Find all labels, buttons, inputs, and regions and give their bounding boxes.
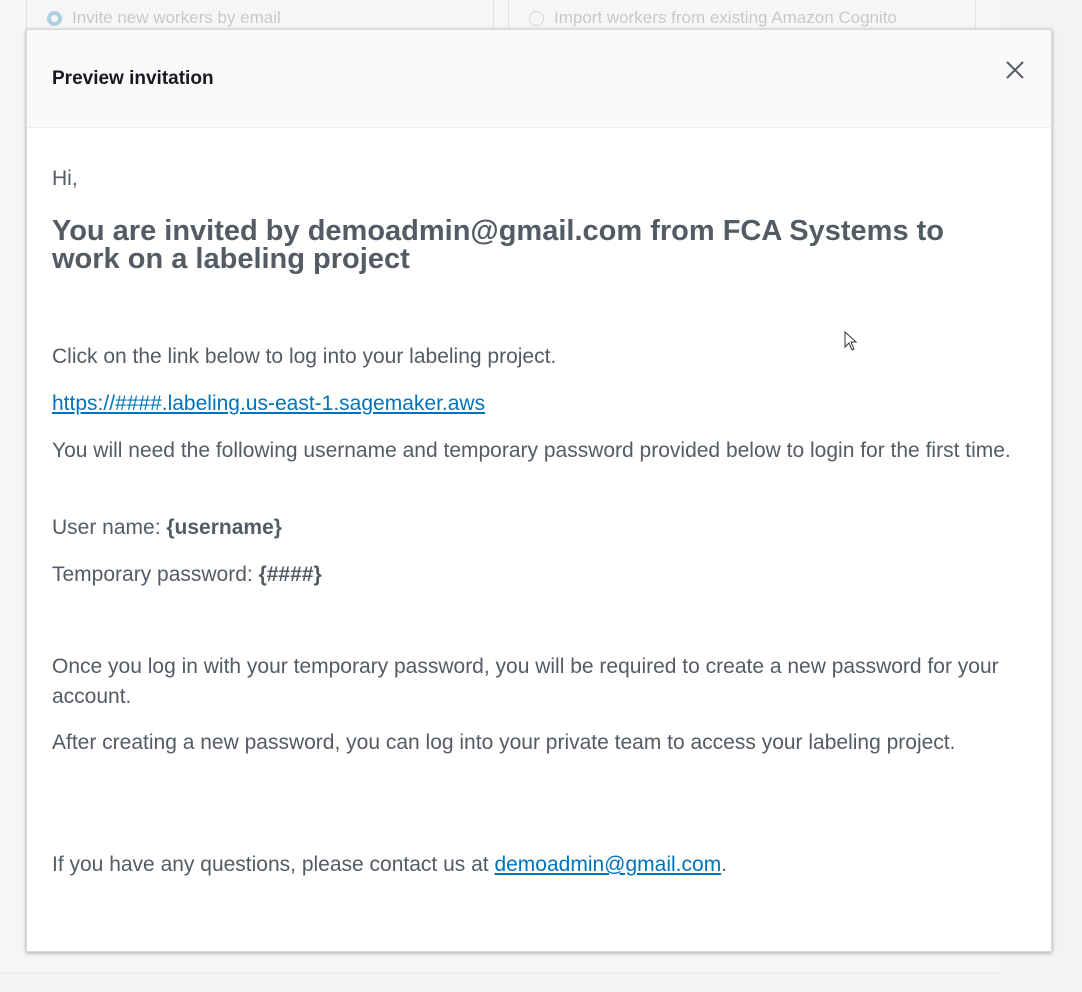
preview-invitation-modal: [26, 29, 1052, 952]
contact-line: [52, 850, 1037, 880]
greeting-text: Hi,: [52, 167, 78, 190]
contact-email-link[interactable]: demoadmin@gmail.com: [494, 853, 722, 876]
contact-period: .: [721, 853, 728, 876]
private-team-instruction: After creating a new password, you can log into your private team to access your labeling project.: [52, 731, 956, 754]
contact-text: If you have any questions, please contact us at: [52, 853, 495, 876]
modal-title: Preview invitation: [52, 68, 214, 89]
username-value: {username}: [166, 516, 282, 539]
mouse-pointer-icon: [844, 331, 858, 351]
credentials-instruction: You will need the following username and temporary password provided below to login for the first time.: [52, 439, 1011, 462]
username-line: [52, 513, 1037, 543]
close-icon: [1005, 60, 1025, 80]
login-link-paragraph: [52, 389, 1037, 419]
close-button[interactable]: [1001, 56, 1029, 84]
password-label: Temporary password:: [52, 563, 259, 586]
modal-header: [27, 30, 1051, 128]
click-instruction: Click on the link below to log into your labeling project.: [52, 345, 557, 368]
password-line: [52, 560, 1037, 590]
labeling-login-link[interactable]: https://####.labeling.us-east-1.sagemaker.aws: [52, 392, 486, 415]
invitation-headline: You are invited by demoadmin@gmail.com from FCA Systems to work on a labeling project: [52, 215, 945, 275]
username-label: User name:: [52, 516, 167, 539]
new-password-instruction: Once you log in with your temporary password, you will be required to create a new password for your account.: [52, 655, 999, 708]
password-value: {####}: [258, 563, 322, 586]
